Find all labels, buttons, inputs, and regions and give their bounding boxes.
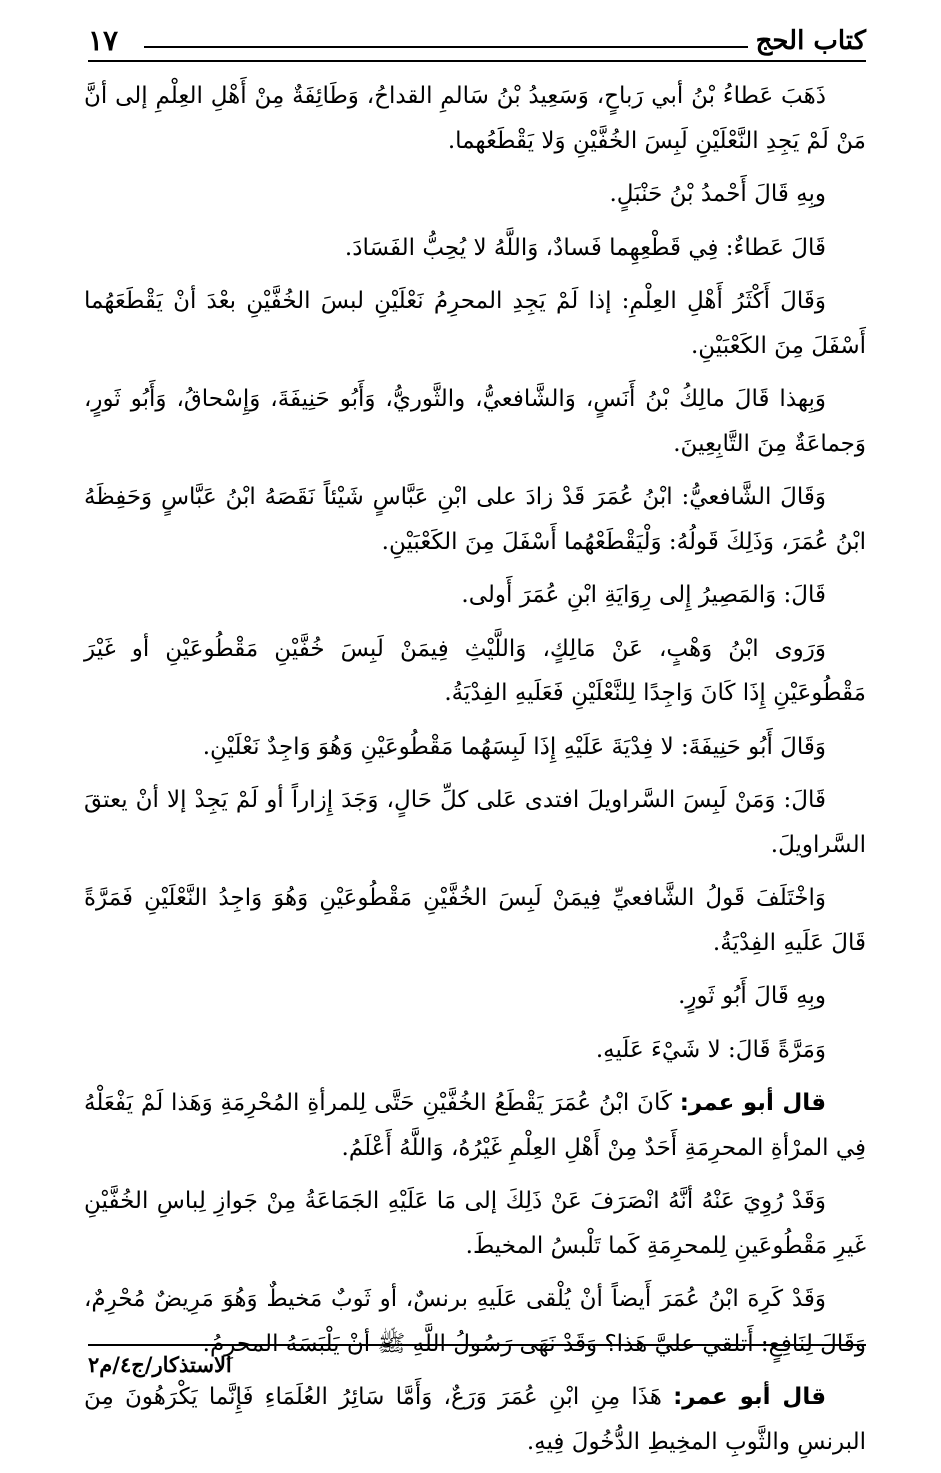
page-number: ١٧ xyxy=(88,24,119,57)
paragraph-text: وبِهِ قَالَ أَحْمدُ بْنُ حَنْبَلٍ. xyxy=(609,181,826,207)
paragraph-text: وَقَالَ أَكْثَرُ أَهْلِ العِلْمِ: إذا لَمْ يَجِدِ المحرِمُ نَعْلَيْنِ لبسَ الخُفَّيْنِ بعْدَ أنْ يَقْطَعَهُما أَسْفَلَ مِنَ الكَعْبَيْنِ. xyxy=(84,288,866,359)
paragraph xyxy=(84,74,866,163)
paragraph-text: وَبِهذا قَالَ مالِكُ بْنُ أَنَسٍ، وَالشَّافعيُّ، والثَّوريُّ، وَأَبُو حَنِيفَةَ، وَإِسْحاقُ، وَأَبُو ثَورٍ، وَجماعَةٌ مِنَ التَّابِعِينَ. xyxy=(84,386,866,457)
paragraph xyxy=(84,172,866,217)
paragraph xyxy=(84,226,866,271)
paragraph-text: قَالَ عَطاءٌ: فِي قَطْعِهِما فَسادٌ، وَاللَّهُ لا يُحِبُّ الفَسَادَ. xyxy=(344,234,826,261)
paragraph-text: قَالَ: وَمَنْ لَبِسَ السَّراويلَ افتدى عَلى كلِّ حَالٍ، وَجَدَ إِزاراً أو لَمْ يَجِدْ إلا أنْ يعتقَ السَّراويلَ. xyxy=(84,787,866,858)
paragraph-text: وَقَالَ الشَّافعيُّ: ابْنُ عُمَرَ قَدْ زادَ على ابْنِ عَبَّاسٍ شَيْئاً نَقَصَهُ ابْنُ عَبَّاسٍ وَحَفِظَهُ ابْنُ عُمَرَ، وَذَلِكَ قَولُهُ: وَلْيَقْطَعْهُما أَسْفَلَ مِنَ الكَعْبَيْنِ. xyxy=(84,484,866,555)
paragraph xyxy=(84,1028,866,1073)
paragraph-lead: قال أبو عمر: xyxy=(673,1384,827,1410)
paragraph-text: وَرَوى ابْنُ وَهْبٍ، عَنْ مَالِكٍ، وَاللَّيْثِ فِيمَنْ لَبِسَ خُفَّيْنِ مَقْطُوعَيْنِ أو غَيْرَ مَقْطُوعَيْنِ إِذَا كَانَ وَاجِدًا لِلنَّعْلَيْنِ فَعَلَيهِ الفِدْيَةُ. xyxy=(84,635,866,706)
header-rule-short xyxy=(144,46,748,48)
paragraph-text: كَانَ ابْنُ عُمَرَ يَقْطَعُ الخُفَّيْنِ حَتَّى لِلمرأةِ المُحْرِمَةِ وَهَذا لَمْ يَفْعَلْهُ فِي المرْأةِ المحرِمَةِ أَحَدٌ مِنْ أَهْلِ العِلْمِ غَيْرُهُ، وَاللَّهُ أَعْلَمُ. xyxy=(84,1090,866,1161)
paragraph xyxy=(84,627,866,716)
paragraph xyxy=(84,1179,866,1268)
page-footer xyxy=(88,1344,866,1386)
paragraph-text: ذَهَبَ عَطاءُ بْنُ أبي رَباحٍ، وَسَعِيدُ بْنُ سَالمِ القداحُ، وَطَائِفَةٌ مِنْ أَهْلِ العِلْمِ إلى أنَّ مَنْ لَمْ يَجِدِ النَّعْلَيْنِ لَبِسَ الخُفَّيْنِ وَلا يَقْطَعُهما. xyxy=(84,83,866,154)
paragraph xyxy=(84,974,866,1019)
paragraph-text: وَقَدْ كَرِهَ ابْنُ عُمَرَ أَيضاً أنْ يُلْقى عَلَيهِ برنسٌ، أو ثَوبٌ مَخيطٌ وَهُوَ مَرِيضٌ مُحْرِمٌ، وَقَالَ لِنَافِعٍ: أَتلقي عليَّ هَذا؟ وَقَدْ نَهَى رَسُولُ اللَّهِ ﷺ أنْ يَلْبَسَهُ المحرِمُ. xyxy=(84,1286,866,1357)
paragraph xyxy=(84,778,866,867)
paragraph xyxy=(84,725,866,770)
paragraph xyxy=(84,876,866,965)
paragraph-text: وَاخْتَلَفَ قَولُ الشَّافعيِّ فِيمَنْ لَبِسَ الخُفَّيْنِ مَقْطُوعَيْنِ وَهُوَ وَاجِدُ النَّعْلَيْنِ فَمَرَّةً قَالَ عَلَيهِ الفِدْيَةُ. xyxy=(84,885,866,956)
paragraph-text: وَقَدْ رُوِيَ عَنْهُ أنَّهُ انْصَرَفَ عَنْ ذَلِكَ إلى مَا عَلَيْهِ الجَمَاعَةُ مِنْ جَوازِ لِباسِ الخُفَّيْنِ غَيرِ مَقْطُوعَينِ لِلمحرِمَةِ كَما تَلْبسُ المخيطَ. xyxy=(84,1188,866,1259)
paragraph-text: هَذَا مِنِ ابْنِ عُمَرَ وَرَعٌ، وَأَمَّا سَائِرُ العُلَمَاءِ فَإِنَّما يَكْرَهُونَ مِنَ البرنسِ والثَّوبِ المخِيطِ الدُّخُولَ فِيهِ. xyxy=(84,1384,866,1455)
paragraph-text: وَقَالَ أَبُو حَنِيفَةَ: لا فِدْيَةَ عَلَيْهِ إِذَا لَبِسَهُما مَقْطُوعَيْنِ وَهُوَ وَاجِدٌ نَعْلَيْنِ. xyxy=(202,733,826,760)
paragraph-text: وَمَرَّةً قَالَ: لا شَيْءَ عَلَيهِ. xyxy=(595,1036,826,1063)
page-body xyxy=(84,74,866,1473)
paragraph-text: قَالَ: وَالمَصِيرُ إِلى رِوَايَةِ ابْنِ عُمَرَ أَولى. xyxy=(461,582,826,608)
book-title: كتاب الحج xyxy=(755,26,866,56)
paragraph-lead: قال أبو عمر: xyxy=(679,1090,826,1116)
header-rule xyxy=(88,60,866,62)
print-signature: الاستذكار/ج٤/م٢ xyxy=(88,1352,232,1377)
paragraph xyxy=(84,1375,866,1464)
page-header xyxy=(88,20,866,64)
paragraph-text: وبِهِ قَالَ أَبُو ثَورٍ. xyxy=(678,983,826,1009)
paragraph xyxy=(84,475,866,564)
paragraph xyxy=(84,573,866,618)
paragraph xyxy=(84,377,866,466)
paragraph xyxy=(84,1081,866,1170)
paragraph xyxy=(84,279,866,368)
